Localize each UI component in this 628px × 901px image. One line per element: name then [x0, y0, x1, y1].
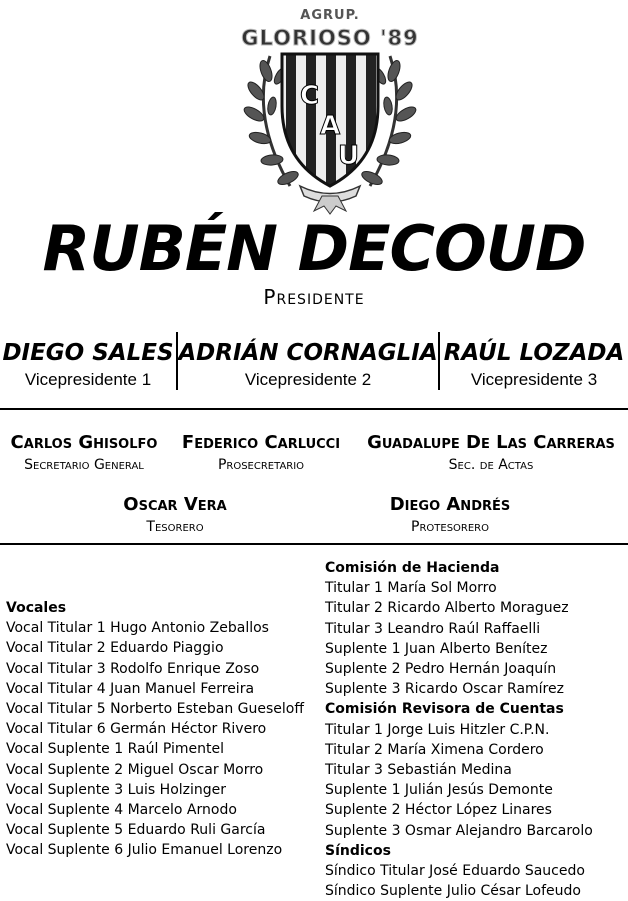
shield-letter: C	[300, 81, 320, 111]
officer-protesorero	[335, 494, 565, 535]
list-item: Suplente 3 Ricardo Oscar Ramírez	[325, 681, 564, 698]
list-item: Síndico Suplente Julio César Lofeudo	[325, 883, 581, 900]
list-item: Vocal Suplente 4 Marcelo Arnodo	[6, 802, 237, 819]
officer-role: Secretario General	[24, 457, 144, 473]
vicepresident-role: Vicepresidente 1	[24, 370, 152, 389]
officer-actas	[354, 432, 628, 473]
president-name: RUBÉN DECOUD	[42, 212, 586, 285]
officer-role: Sec. de Actas	[448, 457, 534, 473]
horizontal-divider	[0, 408, 628, 410]
list-item: Titular 1 Jorge Luis Hitzler C.P.N.	[325, 721, 550, 738]
vicepresident-role: Vicepresidente 3	[470, 370, 598, 389]
list-item: Suplente 1 Juan Alberto Benítez	[325, 640, 548, 657]
list-item: Vocal Suplente 6 Julio Emanuel Lorenzo	[6, 842, 283, 859]
officer-name: Carlos Ghisolfo	[10, 432, 158, 453]
laurel-shield-icon	[230, 46, 430, 216]
horizontal-divider	[0, 543, 628, 545]
section-heading: Comisión de Hacienda	[325, 560, 500, 576]
vicepresident-3	[440, 340, 628, 390]
officer-name: Oscar Vera	[123, 494, 227, 515]
shield-letter: A	[320, 111, 341, 141]
list-item: Titular 2 Ricardo Alberto Moraguez	[325, 600, 569, 617]
comisiones-section	[325, 558, 593, 901]
list-item: Suplente 1 Julián Jesús Demonte	[325, 782, 553, 799]
section-heading: Comisión Revisora de Cuentas	[325, 701, 564, 718]
list-item: Vocal Titular 5 Norberto Esteban Gueseloff	[6, 701, 305, 718]
officer-secretario	[0, 432, 168, 473]
officer-name: Diego Andrés	[389, 494, 511, 515]
shield-letter: U	[338, 141, 360, 171]
officer-tesorero	[60, 494, 290, 535]
list-item: Titular 1 María Sol Morro	[325, 580, 497, 597]
officer-role: Prosecretario	[217, 457, 305, 473]
list-item: Suplente 2 Pedro Hernán Joaquín	[325, 661, 557, 678]
club-logo	[230, 8, 430, 213]
officer-prosecretario	[168, 432, 354, 473]
vicepresident-name: ADRIÁN CORNAGLIA	[178, 340, 438, 366]
list-item: Suplente 3 Osmar Alejandro Barcarolo	[325, 822, 593, 839]
list-item: Vocal Titular 1 Hugo Antonio Zeballos	[6, 620, 269, 637]
vicepresident-name: DIEGO SALES	[2, 340, 174, 366]
vicepresident-role: Vicepresidente 2	[244, 370, 372, 389]
list-item: Síndico Titular José Eduardo Saucedo	[325, 863, 585, 880]
list-item: Vocal Suplente 3 Luis Holzinger	[6, 781, 227, 798]
logo-agrup-text: AGRUP.	[300, 8, 360, 23]
list-item: Vocal Titular 6 Germán Héctor Rivero	[6, 721, 267, 738]
officer-role: Tesorero	[146, 519, 204, 535]
officer-name: Guadalupe De Las Carreras	[367, 432, 615, 453]
list-item: Titular 3 Leandro Raúl Raffaelli	[325, 620, 541, 637]
officer-role: Protesorero	[411, 519, 489, 535]
list-item: Suplente 2 Héctor López Linares	[325, 802, 552, 819]
section-heading: Vocales	[6, 600, 67, 616]
vicepresident-name: RAÚL LOZADA	[443, 340, 625, 366]
logo-group-name: GLORIOSO '89	[241, 26, 419, 50]
list-item: Vocal Suplente 5 Eduardo Ruli García	[6, 822, 266, 839]
list-item: Vocal Suplente 1 Raúl Pimentel	[6, 741, 224, 758]
section-heading: Síndicos	[325, 842, 391, 859]
list-item: Vocal Titular 3 Rodolfo Enrique Zoso	[6, 660, 260, 677]
list-item: Vocal Suplente 2 Miguel Oscar Morro	[6, 761, 264, 778]
president-role: Presidente	[263, 285, 365, 309]
list-item: Titular 2 María Ximena Cordero	[325, 741, 544, 758]
list-item: Vocal Titular 4 Juan Manuel Ferreira	[6, 680, 255, 697]
list-item: Vocal Titular 2 Eduardo Piaggio	[6, 640, 224, 657]
list-item: Titular 3 Sebastián Medina	[325, 762, 512, 779]
vicepresident-2	[178, 340, 438, 390]
vicepresident-1	[0, 340, 176, 390]
officer-name: Federico Carlucci	[181, 432, 341, 453]
vocales-section	[6, 598, 304, 861]
